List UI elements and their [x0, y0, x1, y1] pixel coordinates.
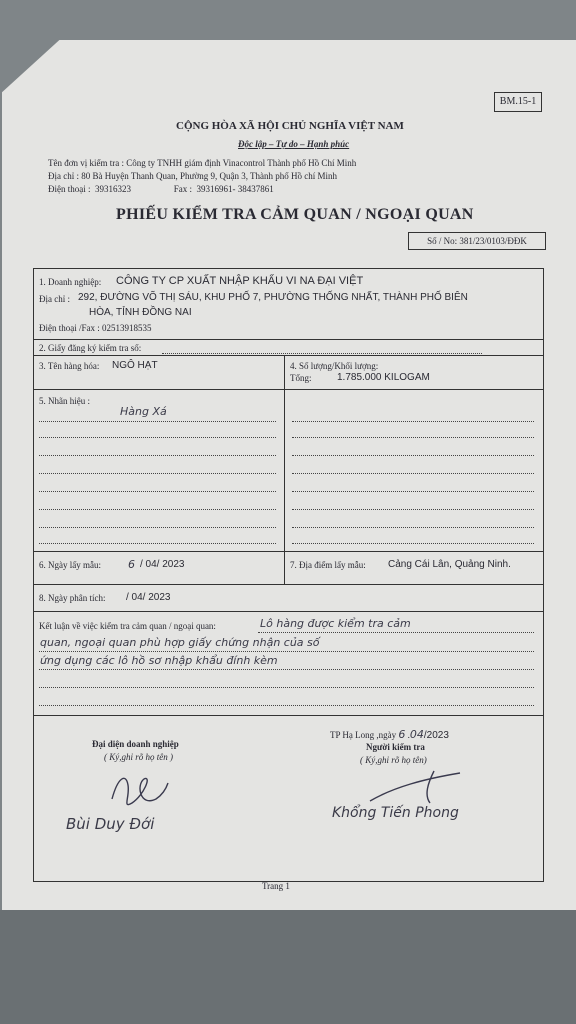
blank-line	[39, 687, 534, 688]
quantity-value: 1.785.000 KILOGAM	[337, 372, 430, 383]
sampling-date-day: 6	[128, 558, 135, 571]
blank-line	[292, 491, 534, 492]
column-divider	[284, 355, 285, 584]
inspection-form	[33, 268, 544, 882]
blank-line	[292, 509, 534, 510]
blank-line	[39, 509, 276, 510]
business-rep-signature	[104, 769, 174, 817]
inspector-signature	[364, 767, 474, 807]
blank-line	[39, 421, 276, 422]
page-number: Trang 1	[262, 881, 290, 891]
quantity-total-label: Tổng:	[290, 373, 312, 383]
sampling-place-value: Cảng Cái Lân, Quảng Ninh.	[388, 559, 511, 570]
sampling-date-label: 6. Ngày lấy mẫu:	[39, 560, 101, 570]
blank-line	[292, 527, 534, 528]
blank-line	[292, 421, 534, 422]
background-surface	[0, 910, 576, 1024]
brand-label: 5. Nhãn hiệu :	[39, 396, 90, 406]
sign-place-date: TP Hạ Long ,ngày 6 .04/2023	[330, 728, 449, 741]
business-address-line-2: HÒA, TỈNH ĐỒNG NAI	[89, 307, 192, 318]
registration-label: 2. Giấy đăng ký kiểm tra số:	[39, 343, 142, 353]
blank-line	[292, 437, 534, 438]
blank-line	[39, 669, 534, 670]
inspector-title: Người kiểm tra	[366, 742, 425, 752]
goods-name: NGÔ HẠT	[112, 360, 158, 371]
serial-number: Số / No: 381/23/0103/ĐĐK	[408, 232, 546, 250]
business-phone: Điện thoại /Fax : 02513918535	[39, 323, 152, 333]
brand-handwritten: Hàng Xá	[120, 405, 167, 418]
blank-line	[39, 491, 276, 492]
sign-day: 6	[398, 728, 406, 741]
blank-line	[162, 353, 482, 354]
blank-line	[39, 527, 276, 528]
row-divider	[34, 355, 543, 356]
business-label: 1. Doanh nghiệp:	[39, 277, 102, 287]
row-divider	[34, 611, 543, 612]
country-heading: CỘNG HÒA XÃ HỘI CHỦ NGHĨA VIỆT NAM	[176, 120, 404, 132]
inspector-name: Khổng Tiến Phong	[332, 805, 459, 821]
blank-line	[39, 651, 534, 652]
blank-line	[292, 473, 534, 474]
sign-year: /2023	[423, 730, 449, 741]
conclusion-label: Kết luận về việc kiểm tra cảm quan / ngoại quan:	[39, 621, 216, 631]
sign-month: 04	[409, 728, 424, 741]
unit-phone: Điện thoại : 39316323 Fax : 39316961- 38437861	[48, 184, 274, 194]
row-divider	[34, 389, 543, 390]
blank-line	[292, 543, 534, 544]
business-rep-title: Đại diện doanh nghiệp	[92, 739, 179, 749]
business-address-line-1: 292, ĐƯỜNG VÕ THỊ SÁU, KHU PHỐ 7, PHƯỜNG THỐNG NHẤT, THÀNH PHỐ BIÊN	[78, 292, 468, 303]
inspector-note: ( Ký,ghi rõ họ tên)	[360, 755, 427, 765]
blank-line	[39, 473, 276, 474]
business-address-label: Địa chỉ :	[39, 294, 70, 304]
motto: Độc lập – Tự do – Hạnh phúc	[238, 139, 350, 149]
blank-line	[39, 455, 276, 456]
analysis-date-value: / 04/ 2023	[126, 592, 171, 603]
document-title: PHIẾU KIỂM TRA CẢM QUAN / NGOẠI QUAN	[116, 206, 474, 223]
sign-place-prefix: TP Hạ Long ,ngày	[330, 730, 397, 740]
sampling-date-rest: / 04/ 2023	[140, 559, 185, 570]
row-divider	[34, 584, 543, 585]
conclusion-line-3: ứng dụng các lô hồ sơ nhập khẩu đính kèm	[40, 654, 278, 667]
analysis-date-label: 8. Ngày phân tích:	[39, 593, 106, 603]
form-code: BM.15-1	[494, 92, 542, 112]
row-divider	[34, 551, 543, 552]
business-name: CÔNG TY CP XUẤT NHẬP KHẨU VI NA ĐẠI VIỆT	[116, 275, 364, 287]
blank-line	[39, 543, 276, 544]
inspection-unit: Tên đơn vị kiểm tra : Công ty TNHH giám định Vinacontrol Thành phố Hồ Chí Minh	[48, 158, 357, 168]
row-divider	[34, 715, 543, 716]
row-divider	[34, 339, 543, 340]
conclusion-line-1: Lô hàng được kiểm tra cảm	[260, 617, 411, 630]
sampling-place-label: 7. Địa điểm lấy mẫu:	[290, 560, 366, 570]
business-rep-name: Bùi Duy Đới	[66, 815, 155, 833]
blank-line	[292, 455, 534, 456]
blank-line	[39, 437, 276, 438]
business-rep-note: ( Ký,ghi rõ họ tên )	[104, 752, 173, 762]
blank-line	[39, 705, 534, 706]
blank-line	[258, 632, 534, 633]
conclusion-line-2: quan, ngoại quan phù hợp giấy chứng nhận của số	[40, 636, 320, 649]
goods-label: 3. Tên hàng hóa:	[39, 361, 100, 371]
quantity-label: 4. Số lượng/Khối lượng:	[290, 361, 379, 371]
unit-address: Địa chỉ : 80 Bà Huyện Thanh Quan, Phường 9, Quận 3, Thành phố Hồ chí Minh	[48, 171, 338, 181]
